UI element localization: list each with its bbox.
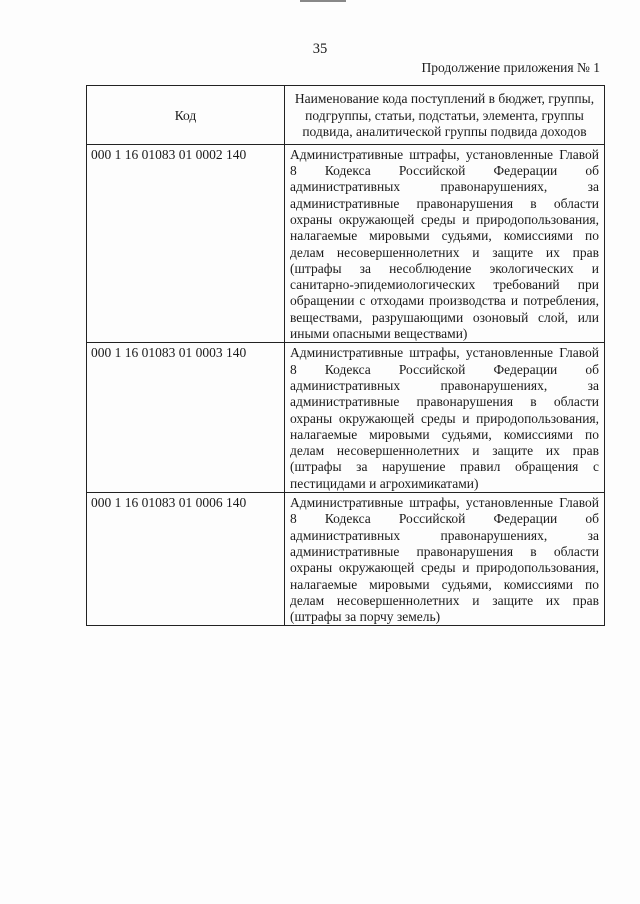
header-description: Наименование кода поступлений в бюджет, группы, подгруппы, статьи, подстатьи, элемента, группы подвида, аналитической группы подвида доходов <box>285 86 605 145</box>
table-row <box>87 493 605 626</box>
table-row <box>87 343 605 493</box>
page-number: 35 <box>312 41 328 57</box>
appendix-continuation-note: Продолжение приложения № 1 <box>421 60 600 75</box>
revenue-codes-table <box>86 85 605 626</box>
row-description: Административные штрафы, установленные Главой 8 Кодекса Российской Федерации об административных правонарушениях, за административные правонарушения в области охраны окружающей среды и природопользования, налагаемые мировыми судьями, комиссиями по делам несовершеннолетних и защите их прав (штрафы за несоблюдение экологических и санитарно-эпидемиологических требований при обращении с отходами производства и потребления, веществами, разрушающими озоновый слой, или иными опасными веществами) <box>285 144 605 343</box>
row-description: Административные штрафы, установленные Главой 8 Кодекса Российской Федерации об административных правонарушениях, за административные правонарушения в области охраны окружающей среды и природопользования, налагаемые мировыми судьями, комиссиями по делам несовершеннолетних и защите их прав (штрафы за порчу земель) <box>285 493 605 626</box>
header-code: Код <box>87 86 285 145</box>
row-code: 000 1 16 01083 01 0003 140 <box>87 343 285 493</box>
row-code: 000 1 16 01083 01 0006 140 <box>87 493 285 626</box>
table-row <box>87 144 605 343</box>
row-code: 000 1 16 01083 01 0002 140 <box>87 144 285 343</box>
row-description: Административные штрафы, установленные Главой 8 Кодекса Российской Федерации об административных правонарушениях, за административные правонарушения в области охраны окружающей среды и природопользования, налагаемые мировыми судьями, комиссиями по делам несовершеннолетних и защите их прав (штрафы за нарушение правил обращения с пестицидами и агрохимикатами) <box>285 343 605 493</box>
table-header-row <box>87 86 605 145</box>
scan-edge-mark <box>300 0 346 2</box>
